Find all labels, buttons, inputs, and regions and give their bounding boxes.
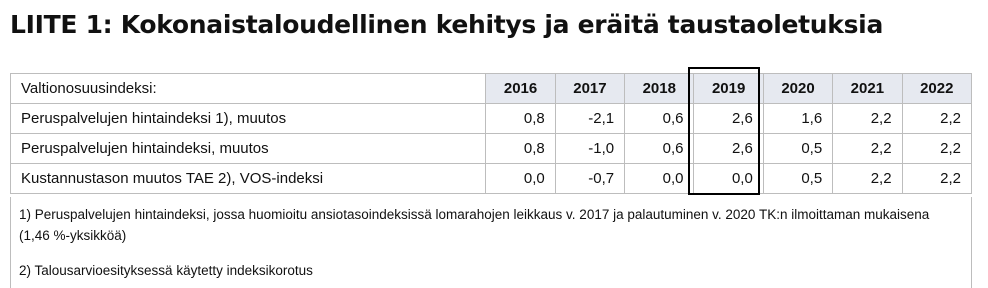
table-cell: -2,1	[555, 104, 624, 134]
table-cell: 0,6	[625, 104, 694, 134]
table-header-row	[11, 74, 972, 104]
table-cell: -1,0	[555, 134, 624, 164]
table-cell: 2,6	[694, 104, 763, 134]
year-header-2017: 2017	[555, 74, 624, 104]
footnote-1: 1) Peruspalvelujen hintaindeksi, jossa huomioitu ansiotasoindeksissä lomarahojen leikkaus v. 2017 ja palautuminen v. 2020 TK:n ilmoittaman mukaisena (1,46 %-yksikköä)	[19, 207, 930, 243]
footnote-2: 2) Talousarvioesityksessä käytetty indeksikorotus	[19, 263, 313, 278]
row-label: Kustannustason muutos TAE 2), VOS-indeksi	[11, 164, 486, 194]
year-header-2021: 2021	[833, 74, 902, 104]
table-cell: 0,0	[625, 164, 694, 194]
table-cell: 1,6	[763, 104, 832, 134]
year-header-2020: 2020	[763, 74, 832, 104]
table-row	[11, 134, 972, 164]
index-table	[10, 73, 972, 194]
row-label: Peruspalvelujen hintaindeksi, muutos	[11, 134, 486, 164]
table-cell: 2,2	[902, 134, 971, 164]
table-cell: 2,2	[902, 104, 971, 134]
header-label: Valtionosuusindeksi:	[11, 74, 486, 104]
table-cell: 2,2	[833, 104, 902, 134]
table-cell: 2,2	[833, 134, 902, 164]
row-label: Peruspalvelujen hintaindeksi 1), muutos	[11, 104, 486, 134]
table-cell: 2,6	[694, 134, 763, 164]
table-cell: 0,5	[763, 164, 832, 194]
year-header-2019: 2019	[694, 74, 763, 104]
table-cell: 0,5	[763, 134, 832, 164]
table-cell: 0,6	[625, 134, 694, 164]
table-cell: 0,0	[694, 164, 763, 194]
year-header-2018: 2018	[625, 74, 694, 104]
table-cell: 0,0	[486, 164, 555, 194]
table-row	[11, 104, 972, 134]
page-title: LIITE 1: Kokonaistaloudellinen kehitys ja eräitä taustaoletuksia	[10, 10, 884, 39]
footnotes	[10, 197, 972, 288]
table-row	[11, 164, 972, 194]
table-cell: 0,8	[486, 134, 555, 164]
table-cell: 2,2	[833, 164, 902, 194]
year-header-2016: 2016	[486, 74, 555, 104]
table-cell: -0,7	[555, 164, 624, 194]
table-cell: 0,8	[486, 104, 555, 134]
table-cell: 2,2	[902, 164, 971, 194]
year-header-2022: 2022	[902, 74, 971, 104]
